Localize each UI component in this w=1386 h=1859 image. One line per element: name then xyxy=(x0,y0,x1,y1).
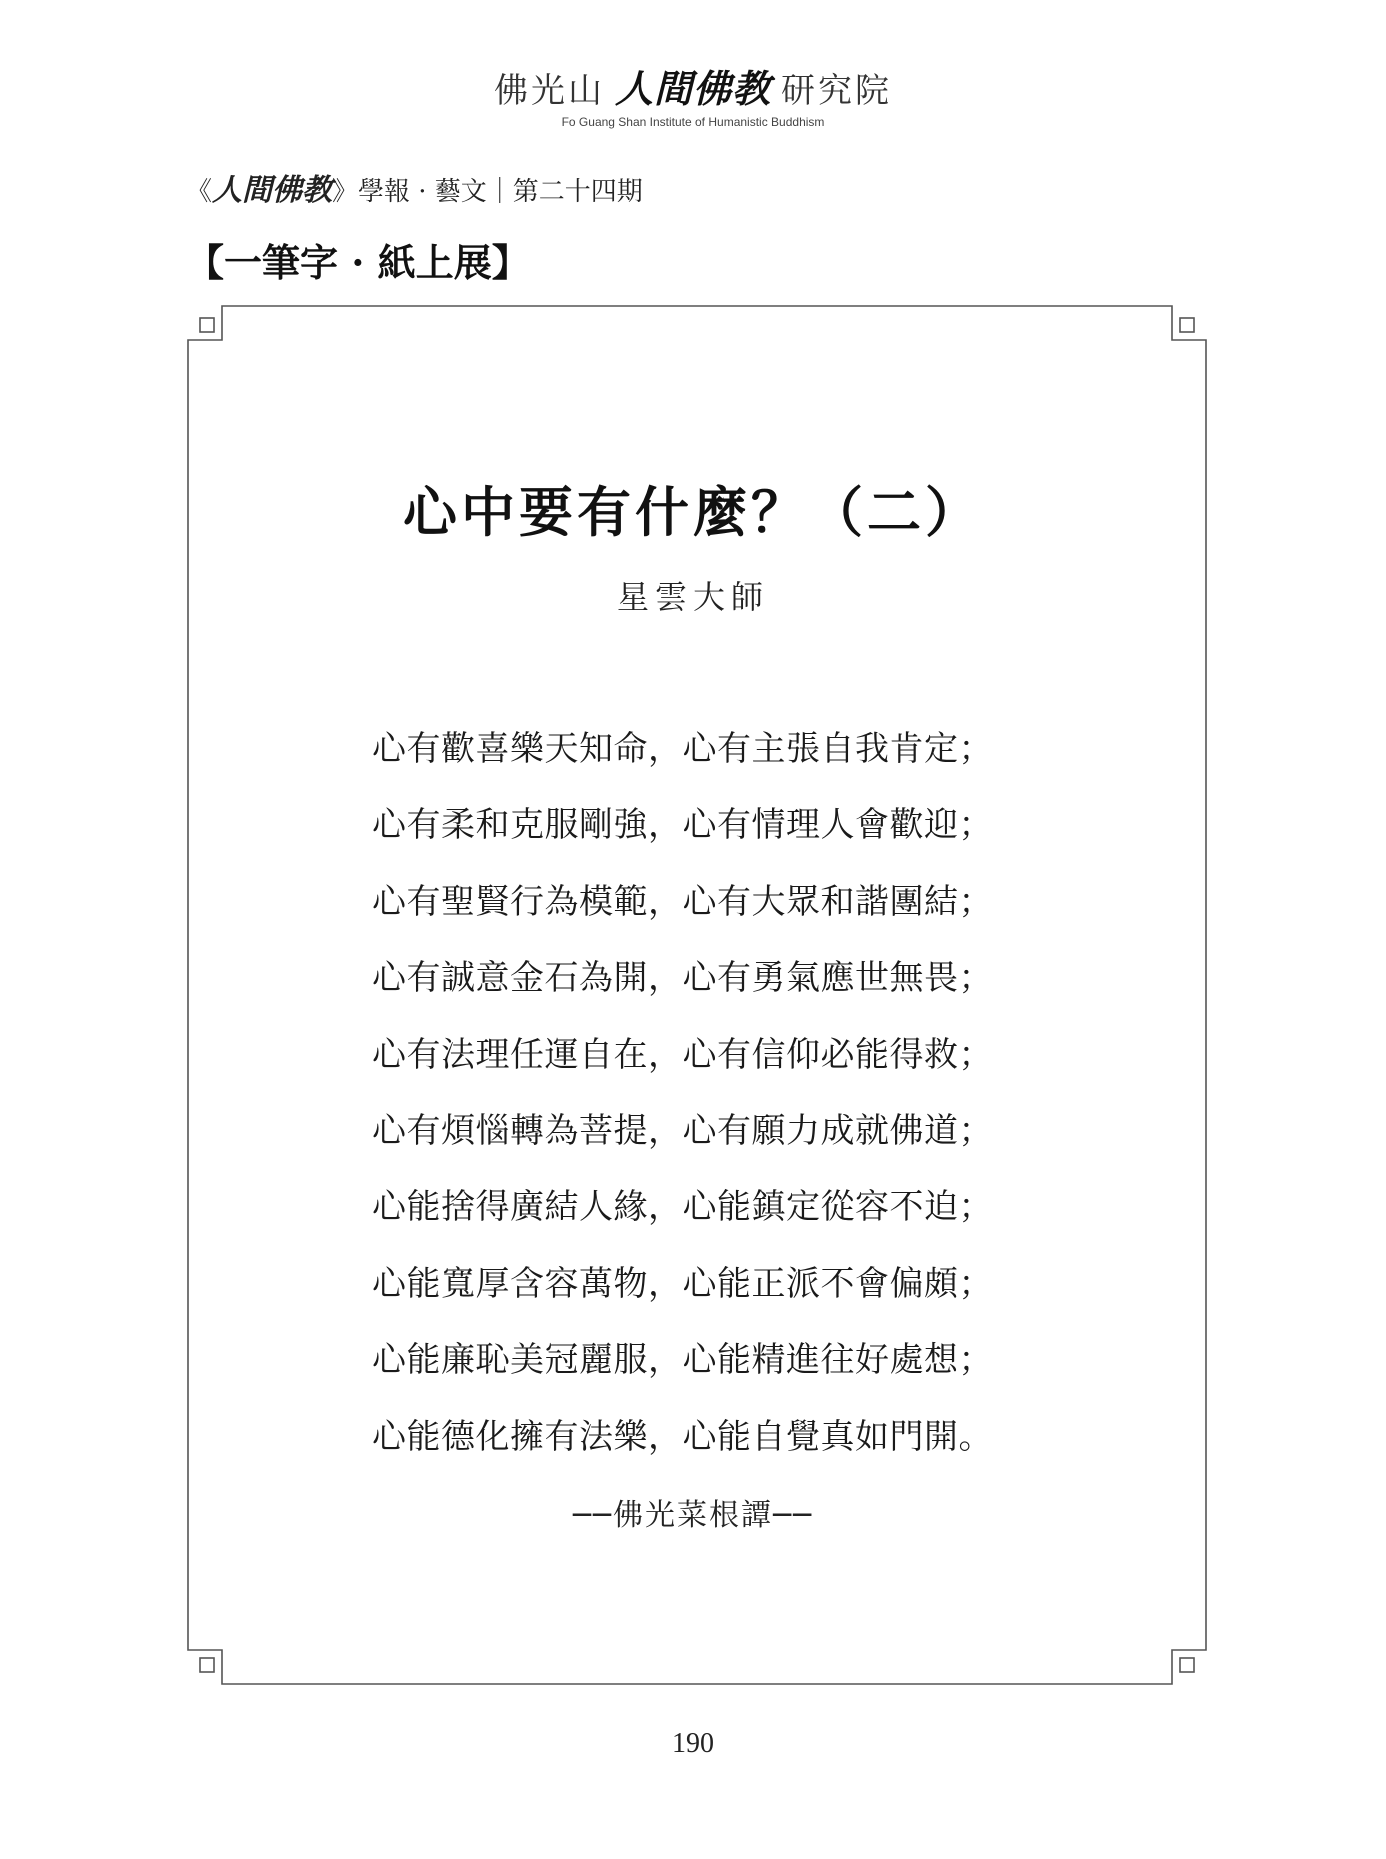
institute-name xyxy=(0,58,1386,113)
institute-english-name: Fo Guang Shan Institute of Humanistic Buddhism xyxy=(561,115,825,129)
institute-suffix: 研究院 xyxy=(781,71,892,111)
poem-line: 心有煩惱轉為菩提，心有願力成就佛道； xyxy=(372,1110,993,1151)
section-title: 【一筆字 · 紙上展】 xyxy=(186,240,530,285)
poem-source: ──佛光菜根譚── xyxy=(572,1498,814,1533)
poem-line: 心能寬厚含容萬物，心能正派不會偏頗； xyxy=(372,1263,993,1304)
poem-line: 心有誠意金石為開，心有勇氣應世無畏； xyxy=(372,958,993,999)
poem-line: 心能廉恥美冠麗服，心能精進往好處想； xyxy=(372,1340,993,1381)
poem-line: 心能德化擁有法樂，心能自覺真如門開。 xyxy=(372,1416,993,1457)
journal-issue: 》學報 · 藝文｜第二十四期 xyxy=(332,177,643,207)
journal-open-quote: 《 xyxy=(186,177,213,207)
poem-line: 心有歡喜樂天知命，心有主張自我肯定； xyxy=(372,729,993,769)
poem-body xyxy=(372,725,1032,1489)
institute-prefix: 佛光山 xyxy=(493,71,605,111)
page-number: 190 xyxy=(672,1728,714,1759)
journal-brand: 人間佛教 xyxy=(212,173,333,208)
poem-author: 星雲大師 xyxy=(616,578,769,616)
institute-header xyxy=(0,58,1386,129)
poem-line: 心能捨得廣結人緣，心能鎮定從容不迫； xyxy=(372,1187,993,1228)
journal-info xyxy=(186,165,643,209)
institute-brand: 人間佛教 xyxy=(614,67,771,111)
poem-line: 心有聖賢行為模範，心有大眾和諧團結； xyxy=(372,881,993,922)
poem-title: 心中要有什麼？（二） xyxy=(403,480,983,544)
poem-line: 心有柔和克服剛強，心有情理人會歡迎； xyxy=(372,805,993,846)
poem-line: 心有法理任運自在，心有信仰必能得救； xyxy=(372,1034,993,1075)
